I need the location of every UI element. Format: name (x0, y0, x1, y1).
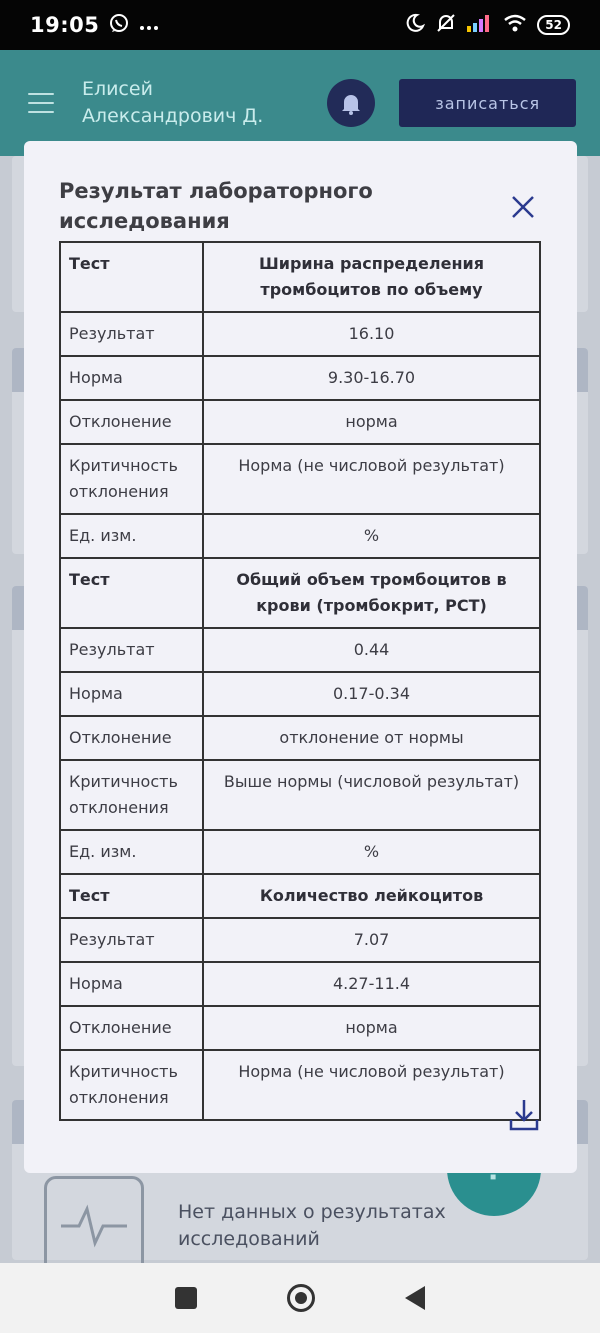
row-value: 7.07 (203, 918, 540, 962)
row-value: 9.30-16.70 (203, 356, 540, 400)
empty-results-text: Нет данных о результатах исследований (178, 1201, 446, 1250)
table-row (60, 1006, 540, 1050)
row-key: Результат (60, 628, 203, 672)
home-icon[interactable] (287, 1284, 315, 1312)
row-value: 0.17-0.34 (203, 672, 540, 716)
row-value: норма (203, 1006, 540, 1050)
download-icon[interactable] (508, 1098, 540, 1132)
recents-icon[interactable] (175, 1287, 197, 1309)
row-key: Критичность отклонения (60, 444, 203, 514)
row-value: 16.10 (203, 312, 540, 356)
status-time: 19:05 (30, 13, 100, 37)
table-row (60, 760, 540, 830)
lab-result-modal (24, 141, 577, 1173)
row-value: отклонение от нормы (203, 716, 540, 760)
row-value: Норма (не числовой результат) (203, 1050, 540, 1120)
back-icon[interactable] (405, 1286, 425, 1310)
table-row (60, 444, 540, 514)
table-test-row (60, 558, 540, 628)
table-row (60, 918, 540, 962)
menu-icon[interactable] (28, 93, 54, 113)
row-key: Критичность отклонения (60, 760, 203, 830)
table-row (60, 312, 540, 356)
table-row (60, 672, 540, 716)
row-value: % (203, 514, 540, 558)
table-test-row (60, 874, 540, 918)
row-value: Выше нормы (числовой результат) (203, 760, 540, 830)
row-key: Тест (60, 874, 203, 918)
row-value: 0.44 (203, 628, 540, 672)
row-value: норма (203, 400, 540, 444)
row-key: Тест (60, 558, 203, 628)
whatsapp-icon (109, 13, 129, 37)
row-key: Норма (60, 672, 203, 716)
notifications-bell-icon[interactable] (327, 79, 375, 127)
row-key: Ед. изм. (60, 830, 203, 874)
row-key: Норма (60, 356, 203, 400)
row-key: Критичность отклонения (60, 1050, 203, 1120)
table-row (60, 356, 540, 400)
table-row (60, 514, 540, 558)
enroll-button[interactable]: записаться (399, 79, 576, 127)
row-key: Результат (60, 312, 203, 356)
wifi-icon (503, 14, 527, 36)
row-key: Отклонение (60, 1006, 203, 1050)
row-key: Отклонение (60, 716, 203, 760)
table-row (60, 628, 540, 672)
row-key: Норма (60, 962, 203, 1006)
table-row (60, 830, 540, 874)
monitor-pulse-icon (44, 1176, 144, 1276)
row-key: Отклонение (60, 400, 203, 444)
more-icon (139, 16, 159, 35)
system-nav-bar (0, 1263, 600, 1333)
user-name: Елисей Александрович Д. (81, 78, 264, 127)
table-row (60, 1050, 540, 1120)
modal-title: Результат лабораторного исследования (59, 179, 373, 233)
row-key: Тест (60, 242, 203, 312)
status-bar (0, 0, 600, 50)
table-row (60, 962, 540, 1006)
moon-icon (405, 13, 425, 37)
row-value: Норма (не числовой результат) (203, 444, 540, 514)
row-value: Общий объем тромбоцитов в крови (тромбокрит, PCT) (203, 558, 540, 628)
results-table-scroll[interactable] (59, 253, 542, 1107)
row-value: Количество лейкоцитов (203, 874, 540, 918)
battery-icon: 52 (537, 15, 570, 35)
row-value: % (203, 830, 540, 874)
results-table (59, 241, 541, 1121)
row-value: Ширина распределения тромбоцитов по объему (203, 242, 540, 312)
table-row (60, 716, 540, 760)
row-key: Ед. изм. (60, 514, 203, 558)
row-value: 4.27-11.4 (203, 962, 540, 1006)
bell-off-icon (435, 12, 457, 38)
table-row (60, 400, 540, 444)
close-icon[interactable] (508, 192, 538, 222)
signal-icon (467, 14, 493, 36)
empty-results-block (44, 1176, 458, 1276)
row-key: Результат (60, 918, 203, 962)
table-test-row (60, 242, 540, 312)
